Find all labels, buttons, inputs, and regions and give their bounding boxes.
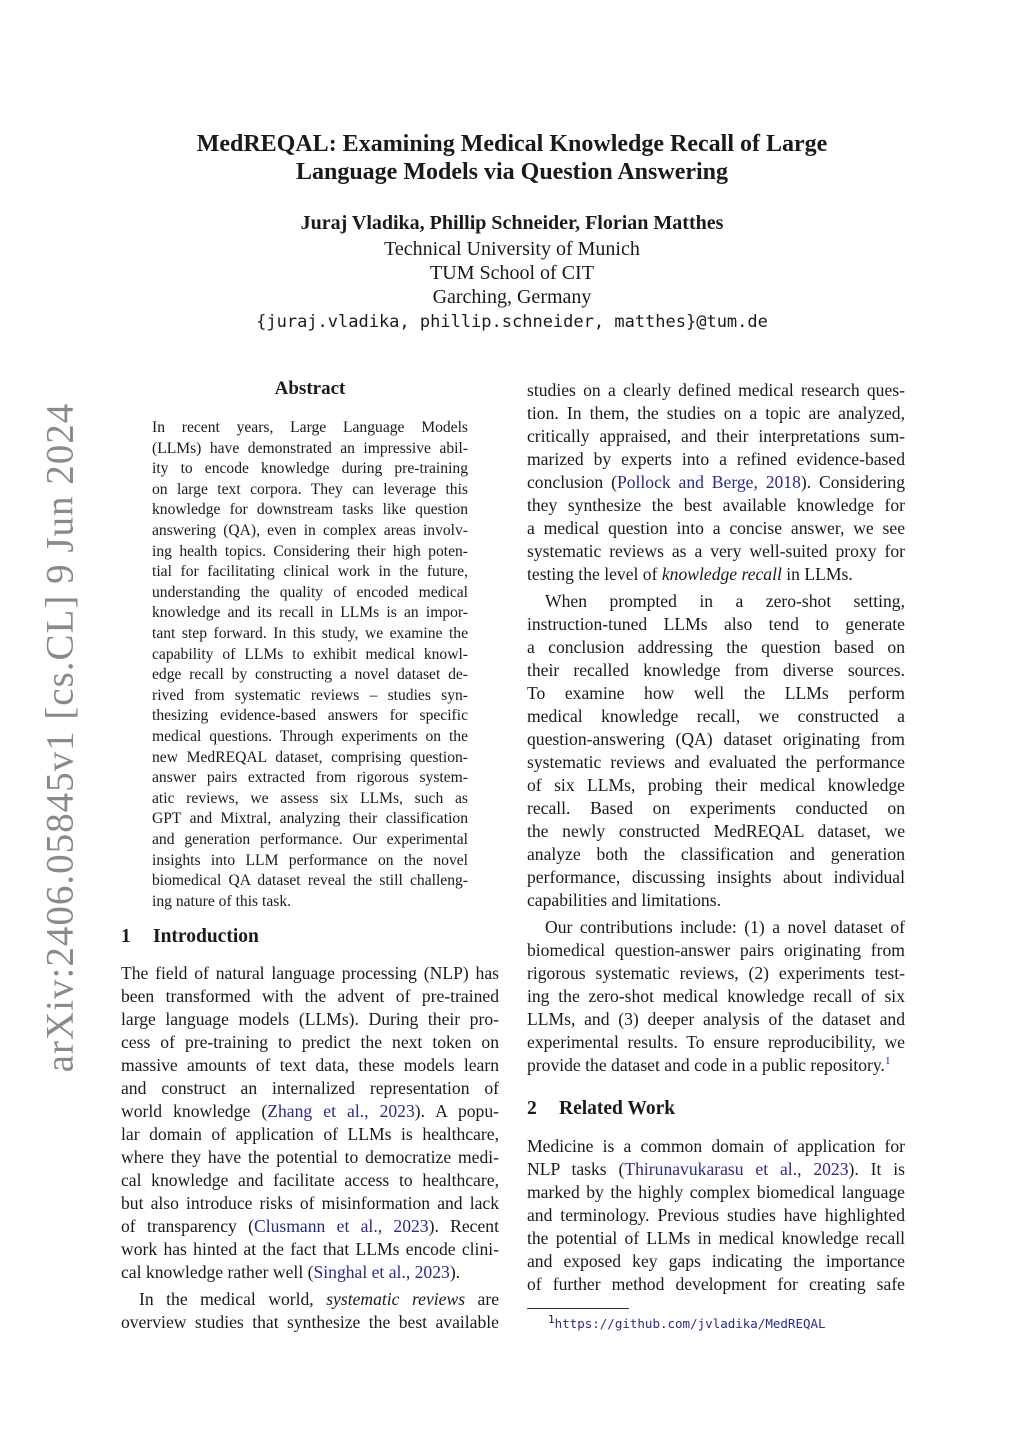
body-text: cal knowledge rather well ( <box>121 1262 314 1282</box>
body-text: world knowledge ( <box>121 1101 268 1121</box>
body-line: a conclusion addressing the question based on <box>527 637 905 657</box>
abstract-line: medical questions. Through experiments on the <box>152 728 468 745</box>
body-line: massive amounts of text data, these models learn <box>121 1055 499 1075</box>
body-line: work has hinted at the fact that LLMs encode clini- <box>121 1239 499 1259</box>
citation-link[interactable]: Clusmann et al., 2023 <box>253 1216 429 1236</box>
abstract-line: edge recall by constructing a novel dataset de- <box>152 666 468 684</box>
body-line: Our contributions include: (1) a novel dataset of <box>545 917 905 937</box>
body-line: performance, discussing insights about individual <box>527 867 905 887</box>
abstract-line: thesizing evidence-based answers for specific <box>152 707 468 725</box>
abstract-line: knowledge and its recall in LLMs is an impor- <box>152 604 468 622</box>
body-line: To examine how well the LLMs perform <box>527 683 905 703</box>
affiliation-school: TUM School of CIT <box>430 262 594 284</box>
body-line: but also introduce risks of misinformation and lack <box>121 1193 499 1213</box>
body-line: Medicine is a common domain of application for <box>527 1136 905 1156</box>
body-line: and construct an internalized representation of <box>121 1078 499 1098</box>
body-line: biomedical question-answer pairs originating from <box>527 940 905 960</box>
body-line <box>121 1288 499 1311</box>
body-line: the potential of LLMs in medical knowledge recall <box>527 1228 905 1248</box>
section-heading-related-work <box>527 1098 675 1120</box>
footnote <box>548 1312 826 1331</box>
body-line: lar domain of application of LLMs is healthcare, <box>121 1124 499 1144</box>
body-line <box>121 1215 499 1238</box>
body-line <box>527 471 905 494</box>
body-text: provide the dataset and code in a public repository. <box>527 1055 885 1075</box>
abstract-line: and generation performance. Our experimental <box>152 831 468 848</box>
body-line: studies on a clearly defined medical research ques- <box>527 380 905 400</box>
body-line: LLMs, and (3) deeper analysis of the dataset and <box>527 1009 905 1029</box>
body-line: systematic reviews and evaluated the performance <box>527 752 905 772</box>
body-text: ). A popu- <box>414 1101 499 1121</box>
body-line: cess of pre-training to predict the next token on <box>121 1032 499 1052</box>
affiliation-university: Technical University of Munich <box>384 238 640 260</box>
abstract-line: knowledge for downstream tasks like question <box>152 501 468 519</box>
abstract-line: understanding the quality of encoded medical <box>152 583 468 601</box>
abstract-line: new MedREQAL dataset, comprising question- <box>152 748 468 766</box>
body-line <box>527 1054 905 1077</box>
body-line <box>527 563 905 586</box>
body-line: When prompted in a zero-shot setting, <box>545 591 905 611</box>
citation-link[interactable]: Pollock and Berge, 2018 <box>616 472 801 492</box>
body-line: and exposed key gaps indicating the importance <box>527 1251 905 1271</box>
body-line: rigorous systematic reviews, (2) experiments test- <box>527 963 905 983</box>
abstract-line: answer pairs extracted from rigorous system- <box>152 769 468 787</box>
body-line: and terminology. Previous studies have highlighted <box>527 1205 905 1225</box>
body-line: of further method development for creating safe <box>527 1274 905 1294</box>
abstract-line: ity to encode knowledge during pre-training <box>152 460 468 478</box>
abstract-heading: Abstract <box>274 378 346 399</box>
body-line: experimental results. To ensure reproducibility, we <box>527 1032 905 1052</box>
footnote-divider <box>527 1308 629 1309</box>
body-text: ). <box>449 1262 461 1282</box>
body-text: in LLMs. <box>781 564 853 584</box>
body-line: recall. Based on experiments conducted on <box>527 798 905 818</box>
body-line: overview studies that synthesize the best available <box>121 1312 499 1332</box>
abstract-line: biomedical QA dataset reveal the still challeng- <box>152 872 468 890</box>
section-number: 1 <box>121 926 131 947</box>
section-heading-introduction <box>121 926 259 948</box>
author-emails: {juraj.vladika, phillip.schneider, matthes}@tum.de <box>256 312 768 332</box>
body-text: are <box>465 1289 499 1309</box>
title-line: Language Models via Question Answering <box>295 159 729 185</box>
body-line: The field of natural language processing (NLP) has <box>121 963 499 983</box>
citation-link[interactable]: Singhal et al., 2023 <box>313 1262 450 1282</box>
body-line: they synthesize the best available knowledge for <box>527 495 905 515</box>
emphasis-text: systematic reviews <box>326 1289 466 1309</box>
body-line: marked by the highly complex biomedical language <box>527 1182 905 1202</box>
emphasis-text: knowledge recall <box>661 564 782 584</box>
abstract-line: atic reviews, we assess six LLMs, such as <box>152 789 468 807</box>
body-text: ). It is <box>848 1159 905 1179</box>
section-title: Related Work <box>559 1098 676 1119</box>
body-line: question-answering (QA) dataset originating from <box>527 729 905 749</box>
body-line: of six LLMs, probing their medical knowledge <box>527 775 905 795</box>
footnote-number: 1 <box>548 1312 555 1326</box>
body-line: critically appraised, and their interpretations sum- <box>527 426 905 446</box>
body-line: instruction-tuned LLMs also tend to generate <box>527 614 905 634</box>
abstract-line: In recent years, Large Language Models <box>152 419 468 436</box>
body-line <box>121 1100 499 1123</box>
abstract-line: answering (QA), even in complex areas involv- <box>152 522 468 539</box>
abstract-line: insights into LLM performance on the novel <box>152 851 468 869</box>
body-text: of transparency ( <box>121 1216 254 1236</box>
abstract-line: tial for facilitating clinical work in the future, <box>152 563 468 581</box>
abstract-line: ing nature of this task. <box>152 892 292 910</box>
citation-link[interactable]: Zhang et al., 2023 <box>267 1101 415 1121</box>
body-line: analyze both the classification and generation <box>527 844 905 864</box>
body-text: NLP tasks ( <box>527 1159 625 1179</box>
body-text: ). Considering <box>800 472 906 492</box>
body-line: tion. In them, the studies on a topic are analyzed, <box>527 403 905 423</box>
body-text: ). Recent <box>428 1216 499 1236</box>
body-line: where they have the potential to democratize medi- <box>121 1147 499 1167</box>
body-text: In the medical world, <box>139 1289 327 1309</box>
section-title: Introduction <box>153 926 259 947</box>
body-line: large language models (LLMs). During their pro- <box>121 1009 499 1029</box>
body-line: systematic reviews as a very well-suited proxy for <box>527 541 905 561</box>
body-line: ing the zero-shot medical knowledge recall of six <box>527 986 905 1006</box>
body-line: cal knowledge and facilitate access to healthcare, <box>121 1170 499 1190</box>
abstract-line: ing health topics. Considering their high poten- <box>152 542 468 560</box>
abstract-line: tant step forward. In this study, we examine the <box>152 625 468 642</box>
body-line: marized by experts into a refined evidence-based <box>527 449 905 469</box>
abstract-line: capability of LLMs to exhibit medical knowl- <box>152 645 468 663</box>
body-line <box>121 1261 499 1284</box>
author-list: Juraj Vladika, Phillip Schneider, Florian Matthes <box>300 212 724 234</box>
abstract-line: GPT and Mixtral, analyzing their classification <box>152 810 468 828</box>
body-line: capabilities and limitations. <box>527 890 721 910</box>
title-line: MedREQAL: Examining Medical Knowledge Recall of Large <box>196 131 828 157</box>
abstract-line: on large text corpora. They can leverage this <box>152 480 468 498</box>
section-number: 2 <box>527 1098 537 1119</box>
body-line: medical knowledge recall, we constructed a <box>527 706 905 726</box>
affiliation-location: Garching, Germany <box>432 286 592 308</box>
abstract-line: (LLMs) have demonstrated an impressive abil- <box>152 439 468 457</box>
abstract-line: rived from systematic reviews – studies syn- <box>152 686 468 704</box>
body-line <box>527 1158 905 1181</box>
footnote-marker[interactable]: 1 <box>884 1055 891 1068</box>
paper-title <box>150 130 874 186</box>
body-line: their recalled knowledge from diverse sources. <box>527 660 905 680</box>
body-text: testing the level of <box>527 564 662 584</box>
body-text: conclusion ( <box>527 472 617 492</box>
body-line: been transformed with the advent of pre-trained <box>121 986 499 1006</box>
repository-link[interactable]: https://github.com/jvladika/MedREQAL <box>554 1316 826 1331</box>
body-line: the newly constructed MedREQAL dataset, we <box>527 821 905 841</box>
arxiv-identifier: arXiv:2406.05845v1 [cs.CL] 9 Jun 2024 <box>38 402 82 1073</box>
citation-link[interactable]: Thirunavukarasu et al., 2023 <box>624 1159 849 1179</box>
body-line: a medical question into a concise answer, we see <box>527 518 905 538</box>
